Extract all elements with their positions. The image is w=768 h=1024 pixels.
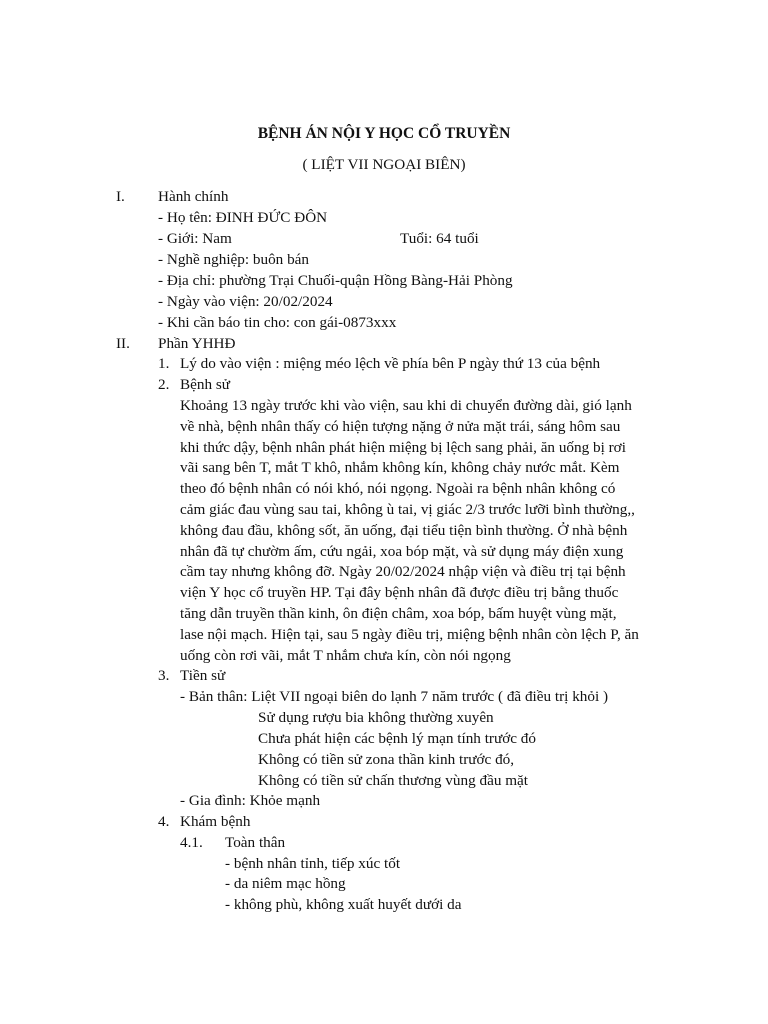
personal-history-item: Chưa phát hiện các bệnh lý mạn tính trước đó [258,730,536,747]
personal-history-item: Không có tiền sử zona thần kinh trước đó, [258,751,515,768]
patient-address: - Địa chỉ: phường Trại Chuối-quận Hồng Bàng-Hải Phòng [158,272,513,289]
history-line: vãi sang bên T, mắt T khô, nhắm không kín, không chảy nước mắt. Kèm [180,459,620,476]
reason-number: 1. [158,355,170,372]
exam-number: 4. [158,813,170,830]
history-line: tăng dẫn truyền thần kinh, ôn điện châm, xoa bóp, bấm huyệt vùng mặt, [180,605,617,622]
general-exam-item: - da niêm mạc hồng [225,875,346,892]
patient-job: - Nghề nghiệp: buôn bán [158,251,309,268]
history-number: 2. [158,376,170,393]
personal-history-item: Sử dụng rượu bia không thường xuyên [258,709,494,726]
history-line: theo đó bệnh nhân có nói khó, nói ngọng. Ngoài ra bệnh nhân không có [180,480,616,497]
personal-history-item: Không có tiền sử chấn thương vùng đầu mặt [258,772,528,789]
history-line: Khoảng 13 ngày trước khi vào viện, sau khi di chuyển đường dài, gió lạnh [180,397,632,414]
patient-age: Tuổi: 64 tuổi [400,230,479,247]
history-line: nhân đã tự chườm ấm, cứu ngải, xoa bóp mặt, và sử dụng máy điện xung [180,543,624,560]
admission-reason: Lý do vào viện : miệng méo lệch về phía bên P ngày thứ 13 của bệnh [180,355,601,372]
history-line: khi thức dậy, bệnh nhân phát hiện miệng bị lệch sang phải, ăn uống bị rơi [180,439,626,456]
history-heading: Bệnh sử [180,376,230,393]
personal-history: - Bản thân: Liệt VII ngoại biên do lạnh 7 năm trước ( đã điều trị khỏi ) [180,688,609,705]
exam-heading: Khám bệnh [180,813,251,830]
document-subtitle: ( LIỆT VII NGOẠI BIÊN) [302,156,466,173]
section-1-heading: Hành chính [158,188,229,205]
history-line: cầm tay nhưng không đỡ. Ngày 20/02/2024 nhập viện và điều trị tại bệnh [180,563,626,580]
history-line: về nhà, bệnh nhân thấy có hiện tượng nặng ở nửa mặt trái, sáng hôm sau [180,418,621,435]
general-exam-heading: Toàn thân [225,834,286,851]
document-title: BỆNH ÁN NỘI Y HỌC CỔ TRUYỀN [257,125,511,142]
general-exam-item: - không phù, không xuất huyết dưới da [225,896,462,913]
emergency-contact: - Khi cần báo tin cho: con gái-0873xxx [158,314,397,331]
family-history: - Gia đình: Khỏe mạnh [180,792,321,809]
history-line: uống còn rơi vãi, mắt T nhắm chưa kín, còn nói ngọng [180,647,511,664]
past-history-heading: Tiền sử [180,667,226,684]
history-line: cảm giác đau vùng sau tai, không ù tai, vị giác 2/3 trước lưỡi bình thường,, [180,501,635,518]
section-1-number: I. [116,188,125,205]
past-history-number: 3. [158,667,170,684]
patient-name: - Họ tên: ĐINH ĐỨC ĐÔN [158,209,328,226]
admission-date: - Ngày vào viện: 20/02/2024 [158,293,333,310]
history-line: lase nội mạch. Hiện tại, sau 5 ngày điều trị, miệng bệnh nhân còn lệch P, ăn [180,626,639,643]
patient-gender: - Giới: Nam [158,230,232,247]
section-2-number: II. [116,335,130,352]
history-line: viện Y học cổ truyền HP. Tại đây bệnh nhân đã được điều trị bằng thuốc [180,584,619,601]
general-exam-item: - bệnh nhân tỉnh, tiếp xúc tốt [225,855,401,872]
general-exam-number: 4.1. [180,834,203,851]
history-line: không đau đầu, không sốt, ăn uống, đại tiểu tiện bình thường. Ở nhà bệnh [180,522,628,539]
section-2-heading: Phần YHHĐ [158,335,236,352]
